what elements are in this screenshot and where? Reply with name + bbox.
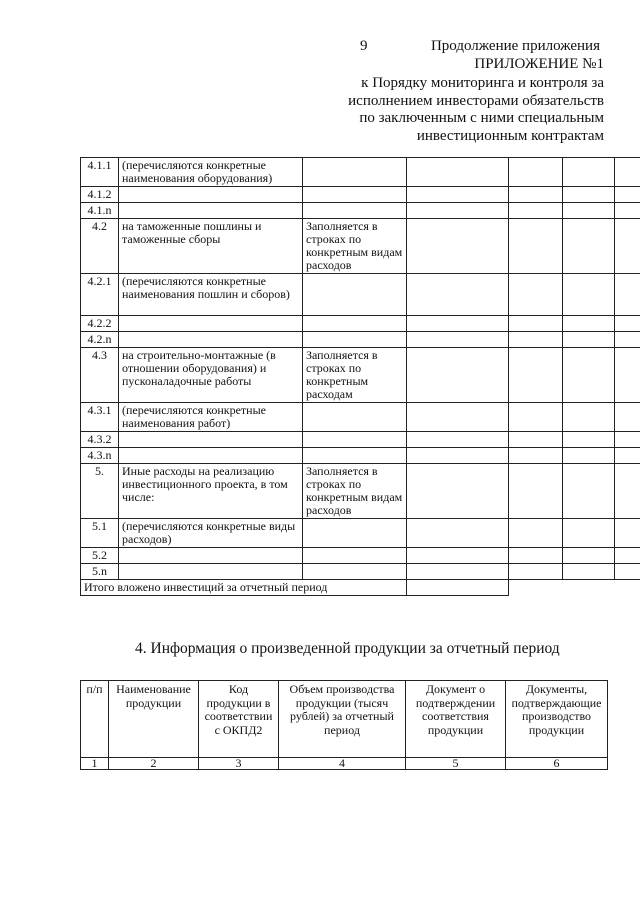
empty-cell: [615, 580, 640, 596]
row-number: 4.2.n: [81, 332, 119, 348]
empty-cell: [615, 219, 640, 274]
row-number: 5.: [81, 464, 119, 519]
empty-cell: [407, 158, 509, 187]
products-header-row: [81, 681, 608, 758]
row-name: [119, 316, 303, 332]
empty-cell: [615, 332, 640, 348]
empty-cell: [509, 219, 563, 274]
empty-cell: [563, 316, 615, 332]
empty-cell: [407, 348, 509, 403]
empty-cell: [407, 580, 509, 596]
row-number: 4.1.n: [81, 203, 119, 219]
header-cell: п/п: [81, 681, 109, 758]
empty-cell: [563, 548, 615, 564]
row-name: на таможенные пошлины и таможенные сборы: [119, 219, 303, 274]
products-table: [80, 680, 608, 770]
empty-cell: [563, 464, 615, 519]
empty-cell: [563, 348, 615, 403]
empty-cell: [615, 316, 640, 332]
row-note: [303, 332, 407, 348]
row-note: Заполняется в строках по конкретным расходам: [303, 348, 407, 403]
row-name: [119, 448, 303, 464]
empty-cell: [407, 219, 509, 274]
row-name: Иные расходы на реализацию инвестиционного проекта, в том числе:: [119, 464, 303, 519]
table-row: [81, 332, 640, 348]
total-label: Итого вложено инвестиций за отчетный период: [81, 580, 407, 596]
total-row: [81, 580, 640, 596]
column-number: 4: [279, 758, 406, 770]
row-number: 5.n: [81, 564, 119, 580]
empty-cell: [407, 448, 509, 464]
table-row: [81, 219, 640, 274]
header-cell: Код продукции в соответствии с ОКПД2: [199, 681, 279, 758]
row-note: [303, 548, 407, 564]
header-cell: Объем производства продукции (тысяч рублей) за отчетный период: [279, 681, 406, 758]
table-row: [81, 448, 640, 464]
empty-cell: [563, 564, 615, 580]
row-note: [303, 158, 407, 187]
empty-cell: [615, 158, 640, 187]
appendix-title: ПРИЛОЖЕНИЕ №1: [474, 56, 604, 72]
empty-cell: [407, 432, 509, 448]
empty-cell: [509, 187, 563, 203]
column-number: 1: [81, 758, 109, 770]
row-note: [303, 187, 407, 203]
empty-cell: [407, 332, 509, 348]
row-name: (перечисляются конкретные виды расходов): [119, 519, 303, 548]
table-row: [81, 203, 640, 219]
row-number: 4.1.1: [81, 158, 119, 187]
row-note: Заполняется в строках по конкретным видам расходов: [303, 464, 407, 519]
column-number: 3: [199, 758, 279, 770]
row-name: [119, 187, 303, 203]
row-number: 4.3.2: [81, 432, 119, 448]
empty-cell: [615, 548, 640, 564]
empty-cell: [563, 187, 615, 203]
row-note: Заполняется в строках по конкретным видам расходов: [303, 219, 407, 274]
header-cell: Документ о подтверждении соответствия продукции: [406, 681, 506, 758]
header-cell: Документы, подтверждающие производство продукции: [506, 681, 608, 758]
row-number: 4.2.2: [81, 316, 119, 332]
empty-cell: [407, 564, 509, 580]
appendix-subtitle-line: исполнением инвесторами обязательств: [348, 92, 604, 109]
column-number-row: [81, 758, 608, 770]
empty-cell: [407, 274, 509, 316]
empty-cell: [509, 432, 563, 448]
row-note: [303, 432, 407, 448]
row-note: [303, 564, 407, 580]
row-name: [119, 432, 303, 448]
empty-cell: [615, 403, 640, 432]
empty-cell: [407, 519, 509, 548]
empty-cell: [563, 332, 615, 348]
empty-cell: [509, 564, 563, 580]
empty-cell: [509, 403, 563, 432]
empty-cell: [563, 448, 615, 464]
empty-cell: [407, 187, 509, 203]
row-number: 5.1: [81, 519, 119, 548]
row-note: [303, 203, 407, 219]
header-cell: Наименование продукции: [109, 681, 199, 758]
empty-cell: [509, 448, 563, 464]
empty-cell: [563, 219, 615, 274]
empty-cell: [509, 348, 563, 403]
empty-cell: [615, 348, 640, 403]
empty-cell: [563, 203, 615, 219]
empty-cell: [407, 464, 509, 519]
table-row: [81, 432, 640, 448]
column-number: 2: [109, 758, 199, 770]
empty-cell: [615, 274, 640, 316]
table-row: [81, 403, 640, 432]
empty-cell: [509, 580, 563, 596]
empty-cell: [407, 403, 509, 432]
row-name: (перечисляются конкретные наименования оборудования): [119, 158, 303, 187]
empty-cell: [615, 464, 640, 519]
appendix-subtitle-line: инвестиционным контрактам: [416, 127, 604, 144]
appendix-subtitle: [348, 75, 604, 145]
row-name: [119, 548, 303, 564]
empty-cell: [509, 464, 563, 519]
row-note: [303, 448, 407, 464]
appendix-subtitle-line: по заключенным с ними специальным: [359, 110, 604, 126]
table-row: [81, 274, 640, 316]
empty-cell: [615, 432, 640, 448]
empty-cell: [563, 519, 615, 548]
table-row: [81, 187, 640, 203]
row-note: [303, 274, 407, 316]
column-number: 6: [506, 758, 608, 770]
empty-cell: [615, 519, 640, 548]
row-name: [119, 203, 303, 219]
table-row: [81, 464, 640, 519]
empty-cell: [407, 316, 509, 332]
row-number: 4.1.2: [81, 187, 119, 203]
section-4-title: 4. Информация о произведенной продукции за отчетный период: [135, 640, 560, 657]
empty-cell: [407, 203, 509, 219]
empty-cell: [615, 187, 640, 203]
empty-cell: [563, 580, 615, 596]
empty-cell: [509, 158, 563, 187]
empty-cell: [563, 274, 615, 316]
row-name: (перечисляются конкретные наименования пошлин и сборов): [119, 274, 303, 316]
row-note: [303, 403, 407, 432]
row-note: [303, 519, 407, 548]
appendix-continuation: Продолжение приложения: [430, 38, 600, 54]
table-row: [81, 564, 640, 580]
table-row: [81, 348, 640, 403]
table-row: [81, 158, 640, 187]
row-name: на строительно-монтажные (в отношении оборудования) и пусконаладочные работы: [119, 348, 303, 403]
row-name: [119, 332, 303, 348]
table-row: [81, 316, 640, 332]
row-number: 4.2.1: [81, 274, 119, 316]
row-name: (перечисляются конкретные наименования работ): [119, 403, 303, 432]
row-number: 4.3.1: [81, 403, 119, 432]
empty-cell: [509, 274, 563, 316]
row-note: [303, 316, 407, 332]
empty-cell: [563, 403, 615, 432]
empty-cell: [407, 548, 509, 564]
row-number: 5.2: [81, 548, 119, 564]
empty-cell: [615, 448, 640, 464]
row-number: 4.3: [81, 348, 119, 403]
empty-cell: [563, 432, 615, 448]
page-number: 9: [360, 38, 368, 54]
empty-cell: [509, 332, 563, 348]
column-number: 5: [406, 758, 506, 770]
table-row: [81, 548, 640, 564]
investment-table: [80, 157, 640, 596]
row-number: 4.3.n: [81, 448, 119, 464]
empty-cell: [509, 519, 563, 548]
empty-cell: [615, 203, 640, 219]
empty-cell: [563, 158, 615, 187]
appendix-subtitle-line: к Порядку мониторинга и контроля за: [361, 75, 604, 91]
empty-cell: [615, 564, 640, 580]
empty-cell: [509, 548, 563, 564]
row-number: 4.2: [81, 219, 119, 274]
row-name: [119, 564, 303, 580]
table-row: [81, 519, 640, 548]
empty-cell: [509, 316, 563, 332]
empty-cell: [509, 203, 563, 219]
